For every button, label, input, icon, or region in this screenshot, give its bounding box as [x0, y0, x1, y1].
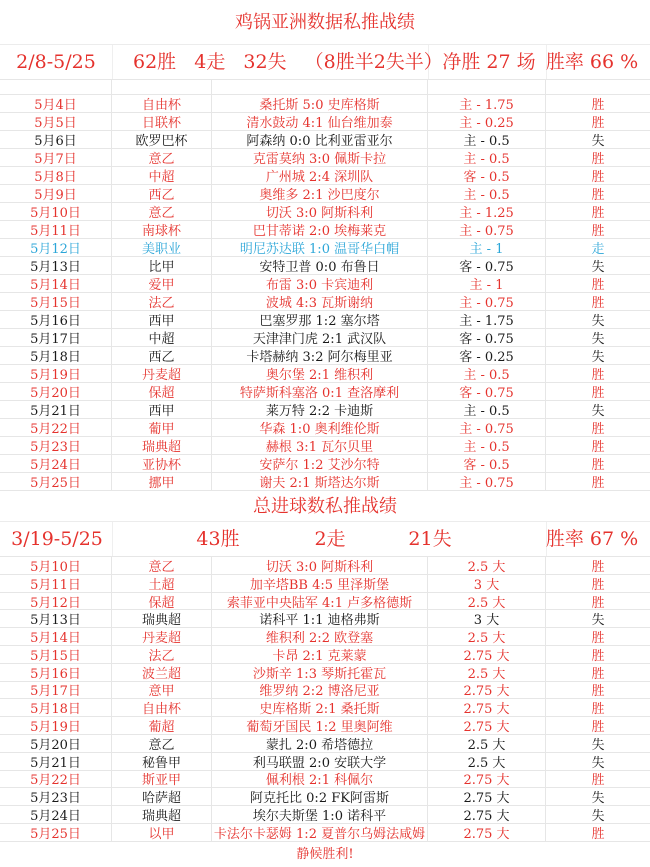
- match-cell: 阿克托比 0:2 FK阿雷斯: [212, 788, 428, 806]
- league-cell: 自由杯: [112, 95, 212, 113]
- pick-cell: 2.75 大: [428, 771, 546, 789]
- match-cell: 卡昂 2:1 克莱蒙: [212, 646, 428, 664]
- date-cell: 5月16日: [0, 664, 112, 682]
- pick-cell: 主 - 0.5: [428, 437, 546, 455]
- league-cell: 秘鲁甲: [112, 753, 212, 771]
- league-cell: 欧罗巴杯: [112, 131, 212, 149]
- table-row: [0, 275, 650, 293]
- match-cell: 切沃 3:0 阿斯科利: [212, 203, 428, 221]
- blank-cell: [112, 80, 212, 95]
- table-row: [0, 257, 650, 275]
- table-row: [0, 293, 650, 311]
- match-cell: 葡萄牙国民 1:2 里奥阿维: [212, 717, 428, 735]
- match-cell: 桑托斯 5:0 史库格斯: [212, 95, 428, 113]
- table-row: [0, 771, 650, 789]
- result-cell: 胜: [546, 628, 650, 646]
- pick-cell: 3 大: [428, 610, 546, 628]
- league-cell: 美职业: [112, 239, 212, 257]
- result-cell: 胜: [546, 593, 650, 611]
- handicap-pushes: 4走: [194, 51, 226, 73]
- pick-cell: 2.75 大: [428, 646, 546, 664]
- pick-cell: 2.5 大: [428, 753, 546, 771]
- pick-cell: 主 - 0.5: [428, 149, 546, 167]
- league-cell: 保超: [112, 383, 212, 401]
- league-cell: 意甲: [112, 682, 212, 700]
- pick-cell: 主 - 1.25: [428, 203, 546, 221]
- league-cell: 西乙: [112, 347, 212, 365]
- handicap-half-results: （8胜半2失半）: [304, 51, 443, 73]
- result-cell: 失: [546, 257, 650, 275]
- match-cell: 赫根 3:1 瓦尔贝里: [212, 437, 428, 455]
- table-row: [0, 610, 650, 628]
- league-cell: 西甲: [112, 311, 212, 329]
- result-cell: 胜: [546, 717, 650, 735]
- result-cell: 胜: [546, 557, 650, 575]
- date-cell: 5月10日: [0, 557, 112, 575]
- pick-cell: 2.75 大: [428, 699, 546, 717]
- result-cell: 胜: [546, 419, 650, 437]
- date-cell: 5月5日: [0, 113, 112, 131]
- league-cell: 斯亚甲: [112, 771, 212, 789]
- result-cell: 走: [546, 239, 650, 257]
- pick-cell: 2.75 大: [428, 682, 546, 700]
- match-cell: 阿森纳 0:0 比利亚雷亚尔: [212, 131, 428, 149]
- totals-wins: 43胜: [196, 528, 240, 550]
- league-cell: 瑞典超: [112, 806, 212, 824]
- table-row: [0, 788, 650, 806]
- league-cell: 比甲: [112, 257, 212, 275]
- totals-section-title: 总进球数私推战绩: [0, 491, 650, 522]
- date-cell: 5月20日: [0, 383, 112, 401]
- result-cell: 胜: [546, 167, 650, 185]
- league-cell: 以甲: [112, 824, 212, 842]
- league-cell: 瑞典超: [112, 610, 212, 628]
- table-row: [0, 717, 650, 735]
- pick-cell: 2.75 大: [428, 788, 546, 806]
- match-cell: 巴甘蒂诺 2:0 埃梅莱克: [212, 221, 428, 239]
- league-cell: 哈萨超: [112, 788, 212, 806]
- pick-cell: 客 - 0.5: [428, 455, 546, 473]
- table-row: [0, 753, 650, 771]
- pick-cell: 2.5 大: [428, 557, 546, 575]
- handicap-record: [133, 45, 443, 80]
- table-row: [0, 628, 650, 646]
- date-cell: 5月15日: [0, 293, 112, 311]
- handicap-section-title: 鸡锅亚洲数据私推战绩: [0, 0, 650, 45]
- table-row: [0, 682, 650, 700]
- table-row: [0, 347, 650, 365]
- match-cell: 克雷莫纳 3:0 佩斯卡拉: [212, 149, 428, 167]
- date-cell: 5月18日: [0, 699, 112, 717]
- match-cell: 明尼苏达联 1:0 温哥华白帽: [212, 239, 428, 257]
- date-cell: 5月22日: [0, 771, 112, 789]
- result-cell: 胜: [546, 646, 650, 664]
- date-cell: 5月4日: [0, 95, 112, 113]
- result-cell: 胜: [546, 221, 650, 239]
- totals-win-rate: 胜率 67 %: [545, 528, 639, 550]
- match-cell: 奥维多 2:1 沙巴度尔: [212, 185, 428, 203]
- table-row: [0, 203, 650, 221]
- pick-cell: 主 - 1: [428, 275, 546, 293]
- date-cell: 5月14日: [0, 275, 112, 293]
- league-cell: 日联杯: [112, 113, 212, 131]
- date-cell: 5月12日: [0, 239, 112, 257]
- blank-cell: [0, 80, 112, 95]
- match-cell: 天津津门虎 2:1 武汉队: [212, 329, 428, 347]
- footer-note: 静候胜利!: [296, 846, 354, 862]
- blank-cell: [546, 80, 650, 95]
- table-row: [0, 167, 650, 185]
- match-cell: 奥尔堡 2:1 维积利: [212, 365, 428, 383]
- table-row: [0, 131, 650, 149]
- table-row: [0, 473, 650, 491]
- date-cell: 5月24日: [0, 806, 112, 824]
- result-cell: 失: [546, 347, 650, 365]
- league-cell: 法乙: [112, 646, 212, 664]
- match-cell: 广州城 2:4 深圳队: [212, 167, 428, 185]
- table-row: [0, 185, 650, 203]
- pick-cell: 客 - 0.75: [428, 383, 546, 401]
- result-cell: 胜: [546, 824, 650, 842]
- date-cell: 5月25日: [0, 473, 112, 491]
- match-cell: 诺科平 1:1 迪格弗斯: [212, 610, 428, 628]
- result-cell: 胜: [546, 365, 650, 383]
- result-cell: 胜: [546, 203, 650, 221]
- date-cell: 5月10日: [0, 203, 112, 221]
- pick-cell: 2.5 大: [428, 593, 546, 611]
- table-row: [0, 419, 650, 437]
- league-cell: 西甲: [112, 401, 212, 419]
- totals-table: [0, 557, 650, 842]
- match-cell: 利马联盟 2:0 安联大学: [212, 753, 428, 771]
- league-cell: 波兰超: [112, 664, 212, 682]
- date-cell: 5月11日: [0, 575, 112, 593]
- league-cell: 西乙: [112, 185, 212, 203]
- table-row: [0, 95, 650, 113]
- result-cell: 胜: [546, 664, 650, 682]
- table-row: [0, 239, 650, 257]
- league-cell: 亚协杯: [112, 455, 212, 473]
- pick-cell: 主 - 1.75: [428, 311, 546, 329]
- date-cell: 5月22日: [0, 419, 112, 437]
- result-cell: 失: [546, 401, 650, 419]
- date-cell: 5月15日: [0, 646, 112, 664]
- table-row: [0, 455, 650, 473]
- match-cell: 蒙扎 2:0 希塔德拉: [212, 735, 428, 753]
- pick-cell: 2.5 大: [428, 664, 546, 682]
- pick-cell: 客 - 0.25: [428, 347, 546, 365]
- league-cell: 中超: [112, 167, 212, 185]
- pick-cell: 主 - 0.75: [428, 293, 546, 311]
- result-cell: 失: [546, 753, 650, 771]
- date-cell: 5月8日: [0, 167, 112, 185]
- table-row: [0, 311, 650, 329]
- match-cell: 莱万特 2:2 卡迪斯: [212, 401, 428, 419]
- table-row: [0, 646, 650, 664]
- date-cell: 5月19日: [0, 717, 112, 735]
- table-row: [0, 401, 650, 419]
- date-cell: 5月11日: [0, 221, 112, 239]
- blank-row: [0, 80, 650, 95]
- result-cell: 胜: [546, 473, 650, 491]
- handicap-period: 2/8-5/25: [16, 51, 96, 73]
- handicap-wins: 62胜: [133, 51, 177, 73]
- result-cell: 胜: [546, 699, 650, 717]
- match-cell: 特萨斯科塞洛 0:1 查洛摩利: [212, 383, 428, 401]
- grid-line: [112, 45, 113, 79]
- match-cell: 维积利 2:2 欧登塞: [212, 628, 428, 646]
- pick-cell: 主 - 0.5: [428, 185, 546, 203]
- result-cell: 失: [546, 788, 650, 806]
- grid-line: [112, 522, 113, 556]
- handicap-summary: [0, 45, 650, 80]
- match-cell: 切沃 3:0 阿斯科利: [212, 557, 428, 575]
- table-row: [0, 383, 650, 401]
- pick-cell: 主 - 0.75: [428, 221, 546, 239]
- match-cell: 沙斯辛 1:3 琴斯托霍瓦: [212, 664, 428, 682]
- blank-cell: [212, 80, 428, 95]
- league-cell: 丹麦超: [112, 628, 212, 646]
- table-row: [0, 365, 650, 383]
- league-cell: 意乙: [112, 149, 212, 167]
- date-cell: 5月18日: [0, 347, 112, 365]
- handicap-losses: 32失: [243, 51, 287, 73]
- pick-cell: 客 - 0.75: [428, 257, 546, 275]
- result-cell: 胜: [546, 185, 650, 203]
- date-cell: 5月21日: [0, 401, 112, 419]
- table-row: [0, 557, 650, 575]
- league-cell: 南球杯: [112, 221, 212, 239]
- result-cell: 失: [546, 311, 650, 329]
- date-cell: 5月13日: [0, 610, 112, 628]
- pick-cell: 客 - 0.5: [428, 167, 546, 185]
- blank-cell: [428, 80, 546, 95]
- handicap-net-wins: 净胜 27 场: [442, 51, 536, 73]
- date-cell: 5月9日: [0, 185, 112, 203]
- date-cell: 5月14日: [0, 628, 112, 646]
- date-cell: 5月6日: [0, 131, 112, 149]
- date-cell: 5月12日: [0, 593, 112, 611]
- pick-cell: 主 - 1: [428, 239, 546, 257]
- pick-cell: 2.75 大: [428, 824, 546, 842]
- date-cell: 5月16日: [0, 311, 112, 329]
- date-cell: 5月21日: [0, 753, 112, 771]
- pick-cell: 2.75 大: [428, 717, 546, 735]
- result-cell: 失: [546, 806, 650, 824]
- match-cell: 卡法尔卡瑟姆 1:2 夏普尔乌姆法咸姆: [212, 824, 428, 842]
- table-row: [0, 824, 650, 842]
- result-cell: 胜: [546, 437, 650, 455]
- pick-cell: 主 - 0.5: [428, 131, 546, 149]
- result-cell: 胜: [546, 149, 650, 167]
- match-cell: 史库格斯 2:1 桑托斯: [212, 699, 428, 717]
- match-cell: 安特卫普 0:0 布鲁日: [212, 257, 428, 275]
- match-cell: 布雷 3:0 卡宾迪利: [212, 275, 428, 293]
- league-cell: 葡超: [112, 717, 212, 735]
- table-row: [0, 806, 650, 824]
- table-row: [0, 735, 650, 753]
- pick-cell: 2.5 大: [428, 735, 546, 753]
- date-cell: 5月25日: [0, 824, 112, 842]
- result-cell: 胜: [546, 575, 650, 593]
- table-row: [0, 221, 650, 239]
- match-cell: 清水鼓动 4:1 仙台维加泰: [212, 113, 428, 131]
- result-cell: 失: [546, 610, 650, 628]
- result-cell: 胜: [546, 771, 650, 789]
- league-cell: 土超: [112, 575, 212, 593]
- date-cell: 5月17日: [0, 329, 112, 347]
- result-cell: 失: [546, 131, 650, 149]
- pick-cell: 主 - 0.75: [428, 419, 546, 437]
- pick-cell: 主 - 0.75: [428, 473, 546, 491]
- result-cell: 胜: [546, 293, 650, 311]
- match-cell: 波城 4:3 瓦斯谢纳: [212, 293, 428, 311]
- league-cell: 瑞典超: [112, 437, 212, 455]
- totals-summary: [0, 522, 650, 557]
- result-cell: 胜: [546, 95, 650, 113]
- result-cell: 胜: [546, 455, 650, 473]
- handicap-table: [0, 95, 650, 491]
- table-row: [0, 699, 650, 717]
- table-row: [0, 664, 650, 682]
- totals-period: 3/19-5/25: [11, 528, 103, 550]
- match-cell: 谢夫 2:1 斯塔达尔斯: [212, 473, 428, 491]
- match-cell: 维罗纳 2:2 博洛尼亚: [212, 682, 428, 700]
- pick-cell: 主 - 0.25: [428, 113, 546, 131]
- league-cell: 自由杯: [112, 699, 212, 717]
- league-cell: 意乙: [112, 203, 212, 221]
- match-cell: 埃尔夫斯堡 1:0 诺科平: [212, 806, 428, 824]
- result-cell: 胜: [546, 383, 650, 401]
- pick-cell: 2.75 大: [428, 806, 546, 824]
- date-cell: 5月19日: [0, 365, 112, 383]
- date-cell: 5月7日: [0, 149, 112, 167]
- date-cell: 5月13日: [0, 257, 112, 275]
- match-cell: 加辛塔BB 4:5 里泽斯堡: [212, 575, 428, 593]
- league-cell: 意乙: [112, 735, 212, 753]
- league-cell: 保超: [112, 593, 212, 611]
- pick-cell: 客 - 0.75: [428, 329, 546, 347]
- league-cell: 意乙: [112, 557, 212, 575]
- pick-cell: 主 - 1.75: [428, 95, 546, 113]
- result-cell: 胜: [546, 275, 650, 293]
- totals-pushes: 2走: [314, 528, 346, 550]
- league-cell: 丹麦超: [112, 365, 212, 383]
- handicap-win-rate: 胜率 66 %: [545, 51, 639, 73]
- league-cell: 中超: [112, 329, 212, 347]
- league-cell: 挪甲: [112, 473, 212, 491]
- totals-losses: 21失: [408, 528, 452, 550]
- result-cell: 胜: [546, 682, 650, 700]
- match-cell: 华森 1:0 奥利维伦斯: [212, 419, 428, 437]
- result-cell: 胜: [546, 113, 650, 131]
- result-cell: 失: [546, 735, 650, 753]
- date-cell: 5月23日: [0, 788, 112, 806]
- table-row: [0, 575, 650, 593]
- match-cell: 卡塔赫纳 3:2 阿尔梅里亚: [212, 347, 428, 365]
- match-cell: 安萨尔 1:2 艾沙尔特: [212, 455, 428, 473]
- date-cell: 5月24日: [0, 455, 112, 473]
- date-cell: 5月20日: [0, 735, 112, 753]
- league-cell: 葡甲: [112, 419, 212, 437]
- league-cell: 爱甲: [112, 275, 212, 293]
- table-row: [0, 113, 650, 131]
- league-cell: 法乙: [112, 293, 212, 311]
- table-row: [0, 329, 650, 347]
- match-cell: 巴塞罗那 1:2 塞尔塔: [212, 311, 428, 329]
- pick-cell: 主 - 0.5: [428, 401, 546, 419]
- match-cell: 佩利根 2:1 科佩尔: [212, 771, 428, 789]
- pick-cell: 主 - 0.5: [428, 365, 546, 383]
- date-cell: 5月23日: [0, 437, 112, 455]
- table-row: [0, 437, 650, 455]
- result-cell: 失: [546, 329, 650, 347]
- pick-cell: 3 大: [428, 575, 546, 593]
- date-cell: 5月17日: [0, 682, 112, 700]
- pick-cell: 2.5 大: [428, 628, 546, 646]
- table-row: [0, 149, 650, 167]
- table-row: [0, 593, 650, 611]
- match-cell: 索菲亚中央陆军 4:1 卢多格德斯: [212, 593, 428, 611]
